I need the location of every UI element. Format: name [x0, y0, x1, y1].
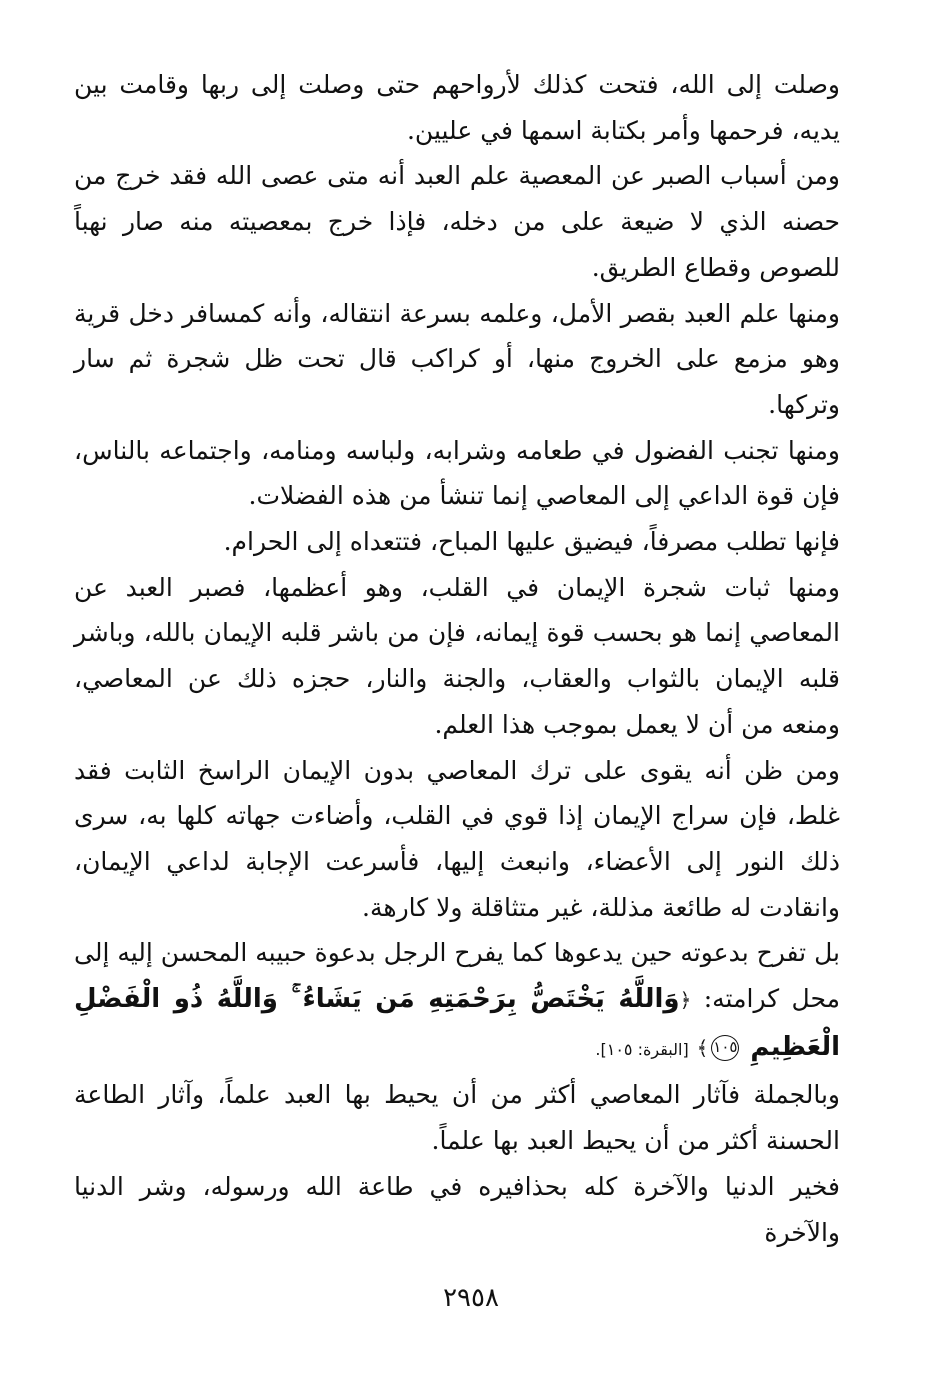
- paragraph-4: ومنها تجنب الفضول في طعامه وشرابه، ولباسه ومنامه، واجتماعه بالناس، فإن قوة الداعي إلى المعاصي إنما تنشأ من هذه الفضلات.: [74, 435, 840, 511]
- paragraph-6: ومنها ثبات شجرة الإيمان في القلب، وهو أعظمها، فصبر العبد عن المعاصي إنما هو بحسب قوة إيمانه، فإن من باشر قلبه الإيمان بالله، وباشر قلبه الإيمان بالثواب والعقاب، والجنة والنار، حجزه ذلك عن المعاصي، ومنعه من أن لا يعمل بموجب هذا العلم.: [74, 572, 840, 739]
- verse-close-bracket: ﴾: [696, 1035, 709, 1060]
- page-number: ٢٩٥٨: [443, 1283, 499, 1313]
- paragraph-5: فإنها تطلب مصرفاً، فيضيق عليها المباح، فتتعداه إلى الحرام.: [223, 527, 840, 557]
- paragraph-8: [74, 930, 840, 1072]
- verse-citation: [البقرة: ١٠٥].: [595, 1039, 689, 1059]
- quran-verse: وَاللَّهُ يَخْتَصُّ بِرَحْمَتِهِ مَن يَشَاءُ ۚ وَاللَّهُ ذُو الْفَضْلِ الْعَظِيمِ: [74, 984, 840, 1062]
- verse-number-badge: ١٠٥: [711, 1035, 739, 1061]
- paragraph-9: وبالجملة فآثار المعاصي أكثر من أن يحيط بها العبد علماً، وآثار الطاعة الحسنة أكثر من أن يحيط العبد بها علماً.: [74, 1080, 840, 1156]
- paragraph-1: وصلت إلى الله، فتحت كذلك لأرواحهم حتى وصلت إلى ربها وقامت بين يديه، فرحمها وأمر بكتابة اسمها في عليين.: [74, 70, 840, 145]
- body-text: [74, 62, 840, 1255]
- paragraph-2: ومن أسباب الصبر عن المعصية علم العبد أنه متى عصى الله فقد خرج من حصنه الذي لا ضيعة على من دخله، فإذا خرج بمعصيته منه صار نهباً للصوص وقطاع الطريق.: [74, 161, 840, 282]
- paragraph-8-intro: بل تفرح بدعوته حين يدعوها كما يفرح الرجل بدعوة حبيبه المحسن إليه إلى محل كرامته:: [74, 938, 841, 1014]
- paragraph-10: فخير الدنيا والآخرة كله بحذافيره في طاعة الله ورسوله، وشر الدنيا والآخرة: [74, 1171, 840, 1247]
- paragraph-7: ومن ظن أنه يقوى على ترك المعاصي بدون الإيمان الراسخ الثابت فقد غلط، فإن سراج الإيمان إذا قوي في القلب، وأضاءت جهاته كلها به، سرى ذلك النور إلى الأعضاء، وانبعث إليها، فأسرعت الإجابة لداعي الإيمان، وانقادت له طائعة مذللة، غير متثاقلة ولا كارهة.: [74, 755, 840, 922]
- verse-open-bracket: ﴿: [679, 988, 692, 1013]
- paragraph-3: ومنها علم العبد بقصر الأمل، وعلمه بسرعة انتقاله، وأنه كمسافر دخل قرية وهو مزمع على الخروج منها، أو كراكب قال تحت ظل شجرة ثم سار وتركها.: [74, 298, 840, 419]
